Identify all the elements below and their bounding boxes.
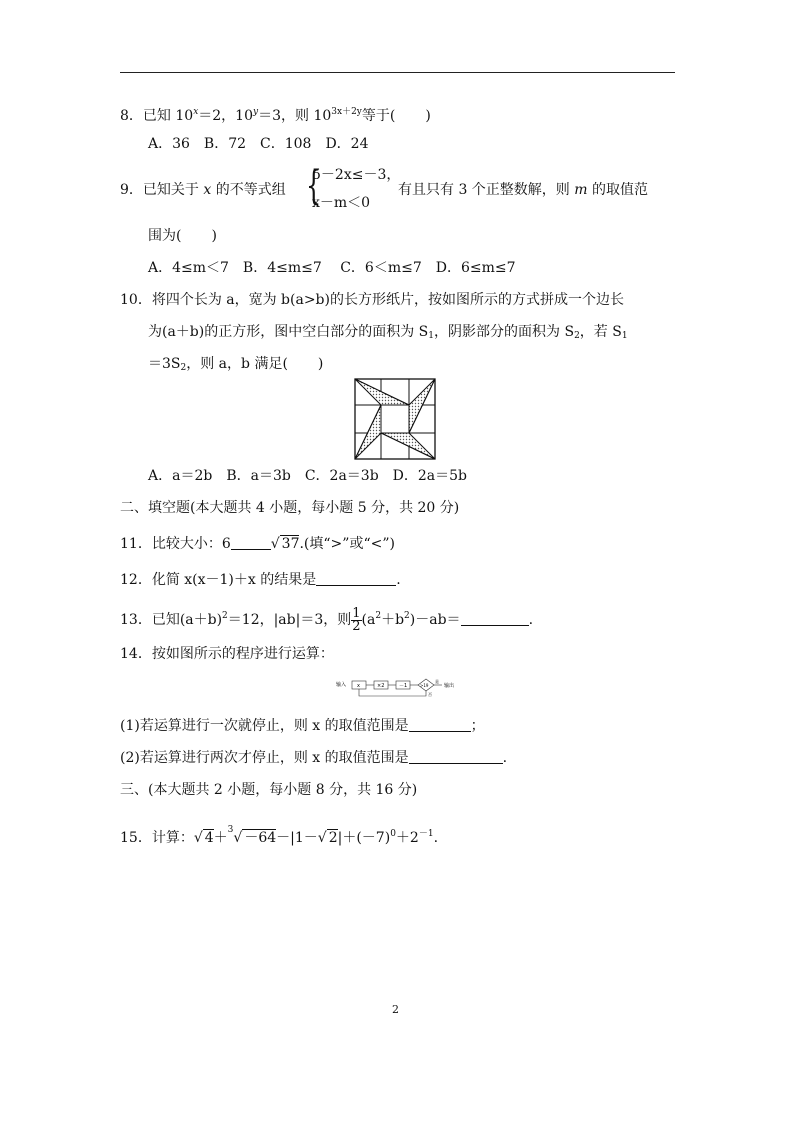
question-11: 11．比较大小：6 √ 37.(填“>”或“<”) — [120, 536, 395, 552]
flow-sub: －1 — [399, 683, 408, 689]
flow-x: x — [357, 683, 360, 689]
flowchart — [334, 676, 474, 700]
question-8-options: A．36 B．72 C．108 D．24 — [148, 136, 369, 152]
question-13: 13．已知$(a+b)^2=12$，|ab|＝3，则 $\frac{1}{2}$ $(a^2+b^2)-ab=$ . — [120, 605, 534, 634]
blank-12 — [316, 571, 396, 586]
question-8: 8．已知 $10^x=2$，$10^y=3$，则 $10^{3x+2y}$等于( ) — [120, 107, 431, 124]
flow-mul: ×2 — [377, 683, 385, 689]
blank-13 — [461, 611, 529, 626]
blank-14-2 — [409, 749, 503, 764]
blank-14-1 — [409, 717, 471, 732]
question-9: 9．已知关于 x 的不等式组 — [120, 182, 286, 198]
pinwheel-figure — [354, 378, 436, 460]
flow-no: 否 — [428, 692, 432, 697]
section-2-heading: 二、填空题(本大题共 4 小题，每小题 5 分，共 20 分) — [120, 500, 460, 516]
header-rule — [120, 72, 675, 73]
question-14: 14．按如图所示的程序进行运算： — [120, 646, 334, 662]
question-12: 12．化简 x(x－1)＋x 的结果是 . — [120, 572, 401, 588]
section-3-heading: 三、(本大题共 2 小题，每小题 8 分，共 16 分) — [120, 782, 418, 798]
question-10-line3: $=3S_2$，则 a，b 满足( ) — [148, 356, 324, 373]
question-10-line1: 10．将四个长为 a，宽为 b(a>b)的长方形纸片，按如图所示的方式拼成一个边长 — [120, 292, 624, 308]
question-9-tail: 有且只有 3 个正整数解，则 m 的取值范 — [398, 182, 648, 198]
question-9-cont: 围为( ) — [148, 228, 217, 244]
question-10-options: A．a＝2b B．a＝3b C．2a＝3b D．2a＝5b — [148, 468, 468, 484]
question-15: 15．计算：√ 4＋$^3$√ －64－|1－√ $2|+(-7)^0+2^{-1}$. — [120, 825, 439, 846]
question-9-options: A．4≤m＜7 B．4≤m≤7 C．6＜m≤7 D．6≤m≤7 — [148, 260, 516, 276]
flow-output: 输出 — [444, 683, 455, 689]
system-brace: { — [306, 163, 322, 209]
inequality-2: x－m＜0 — [312, 195, 371, 211]
page-number: 2 — [392, 1003, 399, 1016]
inequality-1: 5－2x≤－3， — [312, 167, 401, 183]
fraction-half: $\frac{1}{2}$ — [352, 605, 361, 634]
blank-11 — [231, 535, 271, 550]
flow-cond: >19 — [420, 683, 429, 688]
question-14-part1: (1)若运算进行一次就停止，则 x 的取值范围是 ； — [120, 718, 485, 734]
flow-input-label: 输入 — [336, 682, 347, 688]
question-10-line2: 为(a＋b)的正方形，图中空白部分的面积为 $S_1$，阴影部分的面积为 $S_2$，若 $S_1$ — [148, 324, 628, 341]
flow-yes: 是 — [435, 679, 439, 684]
question-14-part2: (2)若运算进行两次才停止，则 x 的取值范围是 . — [120, 750, 508, 766]
